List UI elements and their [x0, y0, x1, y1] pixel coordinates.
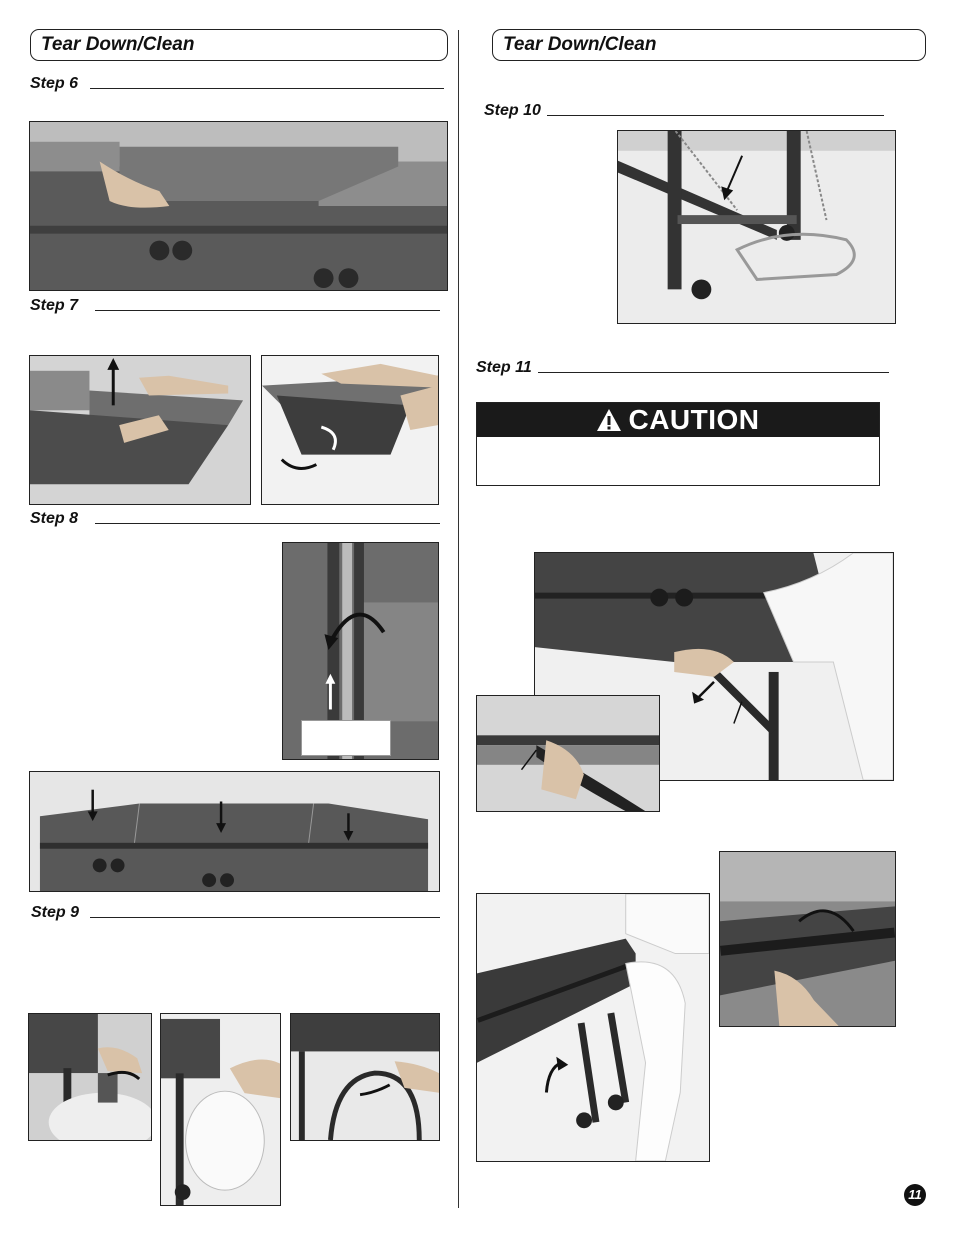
step8-label: Step 8 — [30, 510, 84, 528]
step9-photo-b — [160, 1013, 281, 1206]
step6-label: Step 6 — [30, 75, 84, 93]
step10-photo — [617, 130, 896, 324]
step9-photo-c — [290, 1013, 440, 1141]
step11-photo-hinge — [719, 851, 896, 1027]
step10-label: Step 10 — [484, 102, 547, 120]
step8-photo-lids — [29, 771, 440, 892]
step11-photo-lift — [476, 893, 710, 1162]
photo-label-box — [301, 720, 391, 756]
step6-photo — [29, 121, 448, 291]
section-title-right: Tear Down/Clean — [503, 34, 657, 55]
caution-title: CAUTION — [628, 404, 760, 435]
step7-label: Step 7 — [30, 297, 84, 315]
column-divider — [458, 30, 459, 1208]
caution-box — [476, 402, 880, 486]
section-header-right — [492, 29, 926, 61]
step8-rule — [95, 523, 440, 524]
step9-photo-a — [28, 1013, 152, 1141]
section-header-left — [30, 29, 448, 61]
step6-rule — [90, 88, 444, 89]
step9-label: Step 9 — [31, 904, 85, 922]
section-title-left: Tear Down/Clean — [41, 34, 195, 55]
step10-rule — [545, 115, 884, 116]
step11-rule — [537, 372, 889, 373]
step11-photo-inset — [476, 695, 660, 812]
step7-photo-b — [261, 355, 439, 505]
step11-label: Step 11 — [476, 359, 538, 377]
step8-photo-detail — [282, 542, 439, 760]
step7-rule — [95, 310, 440, 311]
caution-header — [477, 403, 879, 437]
page-number-badge: 11 — [904, 1184, 926, 1206]
step9-rule — [90, 917, 440, 918]
warning-triangle-icon — [596, 408, 622, 432]
step7-photo-a — [29, 355, 251, 505]
